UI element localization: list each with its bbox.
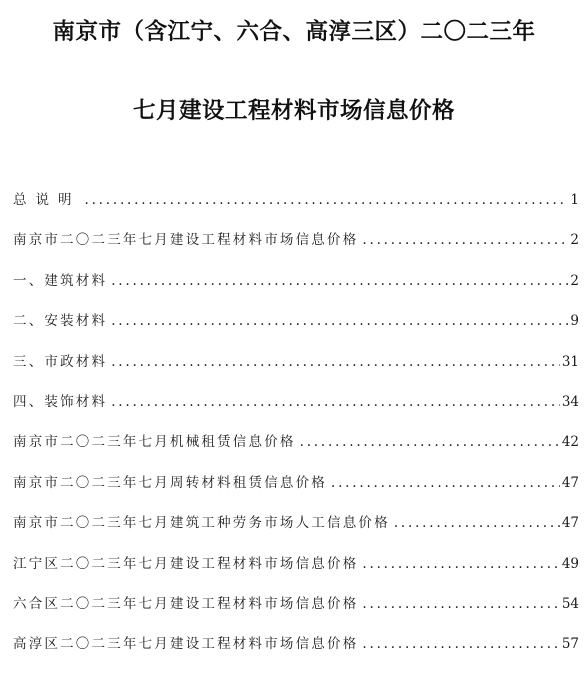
toc-entry-municipal-materials[interactable]	[13, 350, 579, 390]
toc-dot-leader	[362, 232, 568, 248]
toc-entry-machinery-rental[interactable]	[13, 430, 579, 470]
toc-dot-leader	[300, 434, 560, 450]
toc-entry-label: 二、安装材料	[13, 313, 108, 330]
toc-entry-turnover-material-rental[interactable]	[13, 471, 579, 511]
toc-page-number: 31	[561, 353, 579, 370]
toc-page-number: 54	[561, 595, 579, 612]
toc-entry-label: 南京市二〇二三年七月建筑工种劳务市场人工信息价格	[13, 515, 390, 532]
document-title-line-1: 南京市（含江宁、六合、高淳三区）二〇二三年	[52, 19, 536, 45]
toc-entry-liuhe[interactable]	[13, 592, 579, 632]
toc-entry-label: 一、建筑材料	[13, 272, 108, 289]
toc-entry-label: 六合区二〇二三年七月建设工程材料市场信息价格	[13, 595, 359, 612]
toc-dot-leader	[362, 596, 559, 612]
toc-dot-leader	[362, 556, 559, 572]
toc-dot-leader	[331, 475, 560, 491]
toc-dot-leader	[111, 394, 560, 410]
toc-page-number: 47	[561, 515, 579, 532]
document-title-line-2: 七月建设工程材料市场信息价格	[132, 98, 455, 124]
toc-entry-label: 三、市政材料	[13, 353, 108, 370]
toc-page-number: 2	[570, 272, 579, 289]
toc-entry-label: 江宁区二〇二三年七月建设工程材料市场信息价格	[13, 555, 359, 572]
table-of-contents	[13, 188, 579, 673]
toc-entry-label: 高淳区二〇二三年七月建设工程材料市场信息价格	[13, 636, 359, 653]
toc-entry-gaochun[interactable]	[13, 632, 579, 672]
toc-page-number: 57	[561, 636, 579, 653]
toc-dot-leader	[362, 636, 559, 652]
toc-entry-labor-prices[interactable]	[13, 511, 579, 551]
toc-page-number: 47	[561, 474, 579, 491]
toc-entry-label: 四、装饰材料	[13, 393, 108, 410]
toc-entry-label: 南京市二〇二三年七月建设工程材料市场信息价格	[13, 232, 359, 249]
toc-page-number: 34	[561, 393, 579, 410]
toc-entry-nanjing-materials[interactable]	[13, 228, 579, 268]
toc-page-number: 42	[561, 434, 579, 451]
toc-page-number: 9	[570, 313, 579, 330]
toc-entry-building-materials[interactable]	[13, 269, 579, 309]
toc-dot-leader	[394, 515, 560, 531]
toc-entry-label: 南京市二〇二三年七月机械租赁信息价格	[13, 434, 296, 451]
toc-page-number: 2	[570, 232, 579, 249]
toc-dot-leader	[111, 273, 568, 289]
toc-dot-leader	[85, 192, 569, 208]
toc-dot-leader	[111, 313, 568, 329]
toc-page-number: 1	[570, 192, 579, 208]
toc-dot-leader	[111, 354, 560, 370]
toc-entry-jiangning[interactable]	[13, 552, 579, 592]
toc-entry-label: 南京市二〇二三年七月周转材料租赁信息价格	[13, 474, 327, 491]
toc-entry-general-description[interactable]	[13, 188, 579, 228]
toc-entry-decoration-materials[interactable]	[13, 390, 579, 430]
toc-page-number: 49	[561, 555, 579, 572]
toc-entry-installation-materials[interactable]	[13, 309, 579, 349]
toc-entry-label: 总说明	[13, 192, 81, 208]
